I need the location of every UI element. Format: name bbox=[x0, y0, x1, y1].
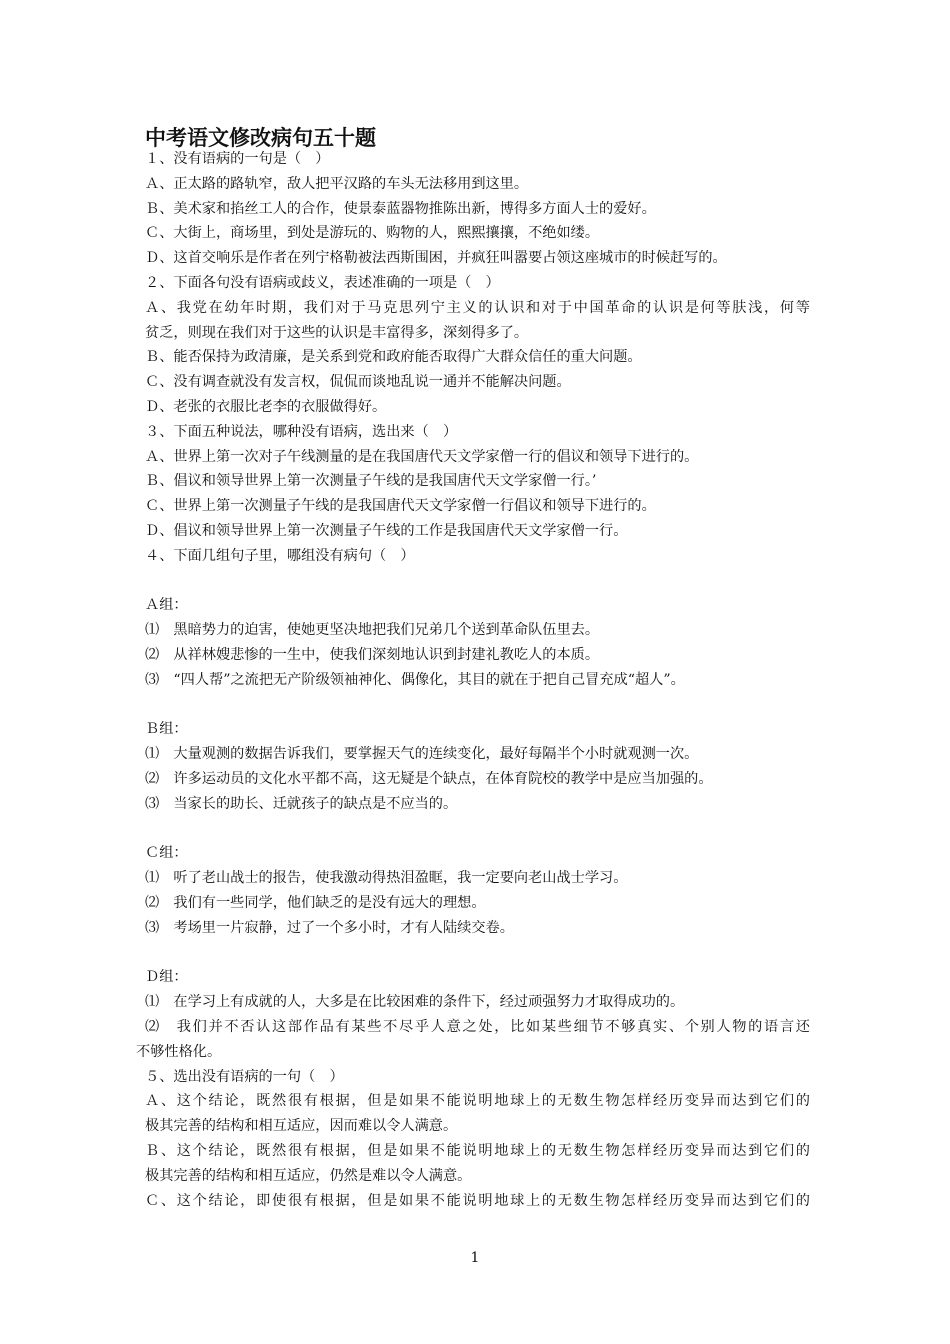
text-line: 贫乏，则现在我们对于这些的认识是丰富得多，深刻得多了。 bbox=[145, 324, 529, 341]
text-line: Ｃ、世界上第一次测量子午线的是我国唐代天文学家僧一行倡议和领导下进行的。 bbox=[145, 498, 656, 515]
text-line: Ｂ、美术家和掐丝工人的合作，使景泰蓝器物推陈出新，博得多方面人士的爱好。 bbox=[145, 200, 656, 217]
text-line: Ｃ、这个结论，即使很有根据，但是如果不能说明地球上的无数生物怎样经历变异而达到它们的 bbox=[145, 1192, 810, 1209]
text-line: ⑴ 黑暗势力的迫害，使她更坚决地把我们兄弟几个送到革命队伍里去。 bbox=[145, 622, 600, 639]
text-line: Ｃ组： bbox=[145, 845, 188, 862]
text-line: Ｂ、能否保持为政清廉，是关系到党和政府能否取得广大群众信任的重大问题。 bbox=[145, 349, 642, 366]
text-line: １、没有语病的一句是（ ） bbox=[145, 151, 330, 167]
text-line: ⑵ 从祥林嫂悲惨的一生中，使我们深刻地认识到封建礼教吃人的本质。 bbox=[145, 647, 600, 663]
text-line: Ｂ、倡议和领导世界上第一次测量子午线的是我国唐代天文学家僧一行。’ bbox=[145, 473, 597, 490]
document-title: 中考语文修改病句五十题 bbox=[145, 126, 376, 150]
text-line: Ａ组： bbox=[145, 597, 188, 614]
text-line: Ｃ、没有调查就没有发言权，侃侃而谈地乱说一通并不能解决问题。 bbox=[145, 374, 571, 391]
text-line: ３、下面五种说法，哪种没有语病，选出来（ ） bbox=[145, 423, 458, 440]
text-line: ⑴ 大量观测的数据告诉我们，要掌握天气的连续变化，最好每隔半个小时就观测一次。 bbox=[145, 746, 699, 763]
text-line: Ａ、我党在幼年时期，我们对于马克思列宁主义的认识和对于中国革命的认识是何等肤浅，何等 bbox=[145, 299, 810, 316]
text-line: ⑴ 听了老山战士的报告，使我激动得热泪盈眶，我一定要向老山战士学习。 bbox=[145, 870, 628, 887]
text-line: ⑶ “四人帮”之流把无产阶级领袖神化、偶像化，其目的就在于把自己冒充成“超人”。 bbox=[145, 671, 685, 688]
text-line: ⑵ 许多运动员的文化水平都不高，这无疑是个缺点，在体育院校的教学中是应当加强的。 bbox=[145, 771, 713, 787]
text-line: Ａ、世界上第一次对子午线测量的是在我国唐代天文学家僧一行的倡议和领导下进行的。 bbox=[145, 448, 699, 465]
text-line: Ａ、这个结论，既然很有根据，但是如果不能说明地球上的无数生物怎样经历变异而达到它们的 bbox=[145, 1093, 810, 1110]
text-line: ⑵ 我们并不否认这部作品有某些不尽乎人意之处，比如某些细节不够真实、个别人物的语言还 bbox=[145, 1019, 810, 1035]
text-line: Ｂ、这个结论，既然很有根据，但是如果不能说明地球上的无数生物怎样经历变异而达到它们的 bbox=[145, 1143, 810, 1159]
text-line: Ｂ组： bbox=[145, 721, 188, 738]
text-line: 不够性格化。 bbox=[136, 1043, 222, 1060]
text-line: Ｄ、老张的衣服比老李的衣服做得好。 bbox=[145, 399, 387, 415]
page-number: 1 bbox=[470, 1250, 480, 1266]
text-line: ⑶ 考场里一片寂静，过了一个多小时，才有人陆续交卷。 bbox=[145, 919, 514, 936]
text-line: Ｄ、倡议和领导世界上第一次测量子午线的工作是我国唐代天文学家僧一行。 bbox=[145, 523, 628, 539]
text-line: ⑵ 我们有一些同学，他们缺乏的是没有远大的理想。 bbox=[145, 895, 486, 911]
text-line: Ｃ、大街上，商场里，到处是游玩的、购物的人，熙熙攘攘，不绝如缕。 bbox=[145, 225, 600, 242]
text-line: Ｄ、这首交响乐是作者在列宁格勒被法西斯围困，并疯狂叫嚣要占领这座城市的时候赶写的。 bbox=[145, 250, 727, 267]
text-line: ４、下面几组句子里，哪组没有病句（ ） bbox=[145, 547, 415, 564]
text-line: Ａ、正太路的路轨窄，敌人把平汉路的车头无法移用到这里。 bbox=[145, 175, 529, 192]
text-line: ⑶ 当家长的助长、迁就孩子的缺点是不应当的。 bbox=[145, 795, 458, 812]
text-line: ⑴ 在学习上有成就的人，大多是在比较困难的条件下，经过顽强努力才取得成功的。 bbox=[145, 994, 685, 1011]
text-line: 极其完善的结构和相互适应，因而难以令人满意。 bbox=[145, 1118, 458, 1135]
text-line: 极其完善的结构和相互适应，仍然是难以令人满意。 bbox=[145, 1167, 472, 1184]
text-line: ５、选出没有语病的一句（ ） bbox=[145, 1068, 344, 1085]
text-line: ２、下面各句没有语病或歧义，表述准确的一项是（ ） bbox=[145, 275, 500, 291]
text-line: Ｄ组： bbox=[145, 969, 188, 986]
